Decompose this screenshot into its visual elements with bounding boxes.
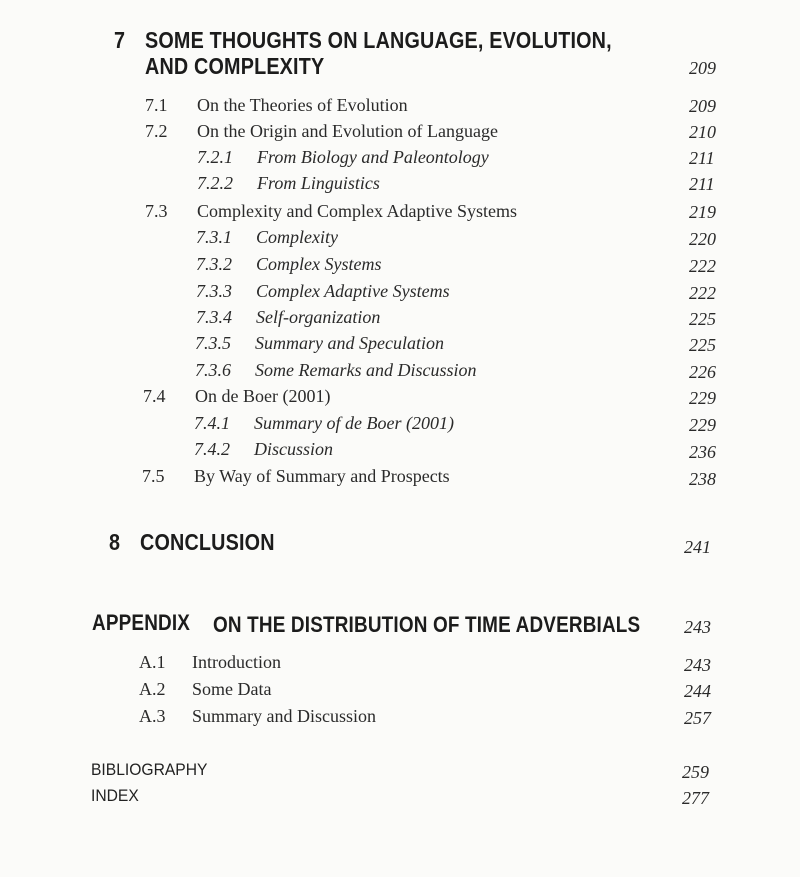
toc-entry[interactable]: [0, 706, 800, 730]
subsection-number: 7.3.2: [196, 254, 232, 274]
toc-entry[interactable]: [0, 466, 800, 490]
section-page: 225: [689, 335, 716, 355]
section-page: 229: [689, 388, 716, 408]
index-title: INDEX: [91, 786, 139, 805]
subsection-title: Complex Systems: [256, 254, 382, 274]
chapter-7-title-line-1: SOME THOUGHTS ON LANGUAGE, EVOLUTION,: [145, 27, 612, 53]
chapter-8-page: 241: [684, 537, 711, 557]
chapter-7-number: 7: [114, 27, 126, 53]
section-page: 222: [689, 256, 716, 276]
subsection-title: Self-organization: [256, 307, 381, 327]
chapter-8-number: 8: [109, 529, 121, 555]
chapter-8-title: CONCLUSION: [140, 529, 275, 555]
appendix-section-title: Introduction: [192, 652, 281, 672]
subsection-number: 7.3.1: [196, 227, 232, 247]
section-page: 238: [689, 469, 716, 489]
section-page: 209: [689, 96, 716, 116]
section-page: 225: [689, 309, 716, 329]
subsection-title: Complex Adaptive Systems: [256, 281, 450, 301]
subsection-number: 7.3.4: [196, 307, 232, 327]
toc-entry[interactable]: [0, 95, 800, 119]
toc-entry[interactable]: [0, 281, 800, 305]
appendix-section-number: A.2: [139, 679, 166, 699]
appendix-section-number: A.3: [139, 706, 166, 726]
toc-entry[interactable]: [0, 679, 800, 703]
subsection-title: Complexity: [256, 227, 338, 247]
toc-entry[interactable]: [0, 360, 800, 384]
subsection-number: 7.4.2: [194, 439, 230, 459]
section-page: 210: [689, 122, 716, 142]
subsection-title: Some Remarks and Discussion: [255, 360, 477, 380]
toc-entry[interactable]: [0, 760, 800, 784]
section-page: 236: [689, 442, 716, 462]
subsection-number: 7.3.3: [196, 281, 232, 301]
section-number: 7.4: [143, 386, 166, 406]
subsection-number: 7.2.2: [197, 173, 233, 193]
subsection-title: From Biology and Paleontology: [257, 147, 489, 167]
appendix-page: 243: [684, 617, 711, 637]
chapter-7-page: 209: [689, 58, 716, 78]
section-page: 257: [684, 708, 711, 728]
toc-entry[interactable]: [0, 386, 800, 410]
toc-entry[interactable]: [0, 333, 800, 357]
section-title: On de Boer (2001): [195, 386, 331, 406]
toc-entry[interactable]: [0, 652, 800, 676]
section-title: On the Origin and Evolution of Language: [197, 121, 498, 141]
subsection-number: 7.4.1: [194, 413, 230, 433]
toc-entry[interactable]: [0, 121, 800, 145]
appendix-title: ON THE DISTRIBUTION OF TIME ADVERBIALS: [213, 612, 641, 637]
section-title: Complexity and Complex Adaptive Systems: [197, 201, 517, 221]
section-number: 7.5: [142, 466, 165, 486]
section-page: 243: [684, 655, 711, 675]
appendix-label: APPENDIX: [92, 610, 191, 635]
section-page: 259: [682, 762, 709, 782]
toc-entry[interactable]: [0, 254, 800, 278]
toc-entry[interactable]: [0, 201, 800, 225]
section-page: 220: [689, 229, 716, 249]
toc-entry[interactable]: [0, 173, 800, 197]
section-page: 222: [689, 283, 716, 303]
bibliography-title: BIBLIOGRAPHY: [91, 760, 208, 779]
appendix-section-title: Summary and Discussion: [192, 706, 376, 726]
toc-entry[interactable]: [0, 413, 800, 437]
section-page: 226: [689, 362, 716, 382]
section-number: 7.3: [145, 201, 168, 221]
toc-entry[interactable]: [0, 307, 800, 331]
appendix-section-number: A.1: [139, 652, 166, 672]
section-title: By Way of Summary and Prospects: [194, 466, 450, 486]
section-title: On the Theories of Evolution: [197, 95, 408, 115]
subsection-number: 7.2.1: [197, 147, 233, 167]
toc-entry[interactable]: [0, 227, 800, 251]
section-page: 219: [689, 202, 716, 222]
subsection-title: From Linguistics: [257, 173, 380, 193]
section-page: 277: [682, 788, 709, 808]
section-number: 7.2: [145, 121, 168, 141]
subsection-number: 7.3.5: [195, 333, 231, 353]
section-page: 244: [684, 681, 711, 701]
section-page: 211: [689, 174, 715, 194]
chapter-7-title-line-2: AND COMPLEXITY: [145, 53, 325, 79]
toc-entry[interactable]: [0, 439, 800, 463]
toc-entry[interactable]: [0, 147, 800, 171]
section-number: 7.1: [145, 95, 168, 115]
section-page: 229: [689, 415, 716, 435]
section-page: 211: [689, 148, 715, 168]
subsection-number: 7.3.6: [195, 360, 231, 380]
toc-entry[interactable]: [0, 786, 800, 810]
subsection-title: Summary and Speculation: [255, 333, 444, 353]
subsection-title: Discussion: [254, 439, 334, 459]
appendix-section-title: Some Data: [192, 679, 272, 699]
subsection-title: Summary of de Boer (2001): [254, 413, 454, 433]
